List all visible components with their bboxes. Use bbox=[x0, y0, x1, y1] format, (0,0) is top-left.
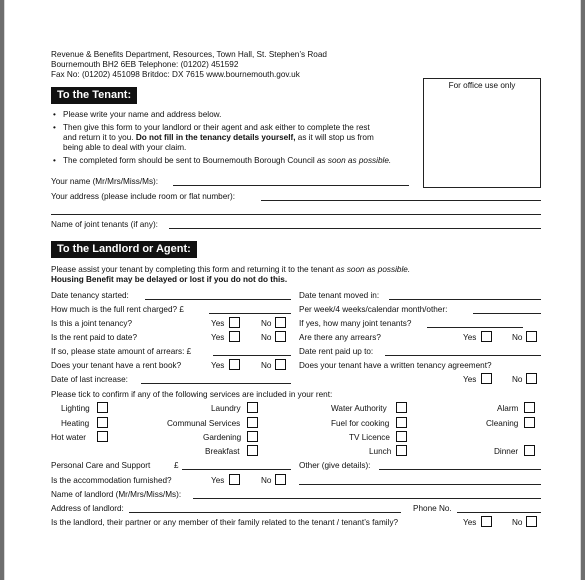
tenant-instruction-1: Please write your name and address below. bbox=[63, 110, 222, 119]
service-fuel-label: Fuel for cooking bbox=[331, 419, 390, 428]
tenant-instruction-2c: being able to deal with your claim. bbox=[63, 143, 187, 152]
office-use-box bbox=[423, 78, 541, 188]
joint-tenancy-yes-checkbox[interactable] bbox=[229, 317, 240, 328]
rent-paid-yes-checkbox[interactable] bbox=[229, 331, 240, 342]
address-line-2: Bournemouth BH2 6EB Telephone: (01202) 451592 bbox=[51, 60, 239, 69]
arrears-amount-field[interactable] bbox=[213, 355, 291, 356]
tenant-address-label: Your address (please include room or flat number): bbox=[51, 192, 236, 201]
intro-text: Please assist your tenant by completing this form and returning it to the tenant bbox=[51, 265, 334, 274]
service-water-label: Water Authority bbox=[331, 404, 387, 413]
service-lighting-label: Lighting bbox=[61, 404, 90, 413]
no-label: No bbox=[261, 333, 272, 342]
how-many-label: If yes, how many joint tenants? bbox=[299, 319, 412, 328]
service-heating-label: Heating bbox=[61, 419, 90, 428]
no-label: No bbox=[512, 518, 523, 527]
no-label: No bbox=[512, 333, 523, 342]
service-dinner-label: Dinner bbox=[494, 447, 519, 456]
joint-tenancy-no-checkbox[interactable] bbox=[275, 317, 286, 328]
address-line-3: Fax No: (01202) 451098 Britdoc: DX 7615 www.bournemouth.gov.uk bbox=[51, 70, 300, 79]
rent-book-label: Does your tenant have a rent book? bbox=[51, 361, 182, 370]
yes-label: Yes bbox=[463, 333, 477, 342]
related-label: Is the landlord, their partner or any member of their family related to the tenant / tenant’s family? bbox=[51, 518, 399, 527]
rent-paid-label: Is the rent paid to date? bbox=[51, 333, 138, 342]
furnished-no-checkbox[interactable] bbox=[275, 474, 286, 485]
tenant-name-field[interactable] bbox=[173, 185, 409, 186]
date-started-label: Date tenancy started: bbox=[51, 291, 129, 300]
instruction-text: and return it to you. bbox=[63, 133, 134, 142]
office-use-label: For office use only bbox=[448, 81, 516, 90]
pound-sign: £ bbox=[174, 461, 179, 470]
per-week-label: Per week/4 weeks/calendar month/other: bbox=[299, 305, 448, 314]
tenant-name-label: Your name (Mr/Mrs/Miss/Ms): bbox=[51, 177, 159, 186]
intro-italic-text: as soon as possible. bbox=[335, 265, 411, 274]
written-agreement-no-checkbox[interactable] bbox=[526, 373, 537, 384]
service-gardening-label: Gardening bbox=[203, 433, 242, 442]
joint-tenancy-label: Is this a joint tenancy? bbox=[51, 319, 133, 328]
service-breakfast-label: Breakfast bbox=[205, 447, 240, 456]
bullet: • bbox=[53, 156, 56, 165]
arrears-label: Are there any arrears? bbox=[299, 333, 381, 342]
service-lighting-checkbox[interactable] bbox=[97, 402, 108, 413]
bullet: • bbox=[53, 123, 56, 132]
service-breakfast-checkbox[interactable] bbox=[247, 445, 258, 456]
service-cleaning-checkbox[interactable] bbox=[524, 417, 535, 428]
arrears-yes-checkbox[interactable] bbox=[481, 331, 492, 342]
address-line-1: Revenue & Benefits Department, Resources, Town Hall, St. Stephen’s Road bbox=[51, 50, 327, 59]
instruction-italic-text: as soon as possible. bbox=[316, 156, 392, 165]
service-alarm-label: Alarm bbox=[497, 404, 519, 413]
rent-book-no-checkbox[interactable] bbox=[275, 359, 286, 370]
service-hotwater-checkbox[interactable] bbox=[97, 431, 108, 442]
per-week-field[interactable] bbox=[473, 313, 541, 314]
services-intro: Please tick to confirm if any of the following services are included in your rent: bbox=[51, 390, 333, 399]
tenant-address-field[interactable] bbox=[261, 200, 541, 201]
yes-label: Yes bbox=[211, 476, 225, 485]
related-no-checkbox[interactable] bbox=[526, 516, 537, 527]
last-increase-field[interactable] bbox=[141, 383, 291, 384]
furnished-label: Is the accommodation furnished? bbox=[51, 476, 172, 485]
rent-paid-no-checkbox[interactable] bbox=[275, 331, 286, 342]
landlord-name-label: Name of landlord (Mr/Mrs/Miss/Ms): bbox=[51, 490, 182, 499]
bullet: • bbox=[53, 110, 56, 119]
written-agreement-label: Does your tenant have a written tenancy agreement? bbox=[299, 361, 492, 370]
joint-tenants-field[interactable] bbox=[169, 228, 541, 229]
tenant-instruction-3 bbox=[63, 156, 391, 166]
yes-label: Yes bbox=[463, 518, 477, 527]
personal-care-field[interactable] bbox=[182, 469, 291, 470]
arrears-no-checkbox[interactable] bbox=[526, 331, 537, 342]
written-agreement-yes-checkbox[interactable] bbox=[481, 373, 492, 384]
full-rent-label: How much is the full rent charged? £ bbox=[51, 305, 184, 314]
paid-up-to-label: Date rent paid up to: bbox=[299, 347, 374, 356]
date-moved-label: Date tenant moved in: bbox=[299, 291, 380, 300]
service-water-checkbox[interactable] bbox=[396, 402, 407, 413]
tenant-header: To the Tenant: bbox=[51, 87, 137, 104]
yes-label: Yes bbox=[211, 361, 225, 370]
landlord-address-label: Address of landlord: bbox=[51, 504, 124, 513]
instruction-text: The completed form should be sent to Bournemouth Borough Council bbox=[63, 156, 315, 165]
form-page bbox=[4, 0, 581, 580]
no-label: No bbox=[261, 476, 272, 485]
service-lunch-label: Lunch bbox=[369, 447, 392, 456]
service-gardening-checkbox[interactable] bbox=[247, 431, 258, 442]
tenant-address-field-2[interactable] bbox=[51, 214, 541, 215]
other-services-label: Other (give details): bbox=[299, 461, 371, 470]
landlord-address-field[interactable] bbox=[129, 512, 401, 513]
service-dinner-checkbox[interactable] bbox=[524, 445, 535, 456]
how-many-field[interactable] bbox=[427, 327, 523, 328]
service-cleaning-label: Cleaning bbox=[486, 419, 519, 428]
landlord-name-field[interactable] bbox=[193, 498, 541, 499]
no-label: No bbox=[261, 319, 272, 328]
tenant-instruction-2b bbox=[63, 133, 374, 143]
related-yes-checkbox[interactable] bbox=[481, 516, 492, 527]
other-services-field[interactable] bbox=[379, 469, 541, 470]
arrears-amount-label: If so, please state amount of arrears: £ bbox=[51, 347, 192, 356]
landlord-header: To the Landlord or Agent: bbox=[51, 241, 197, 258]
last-increase-label: Date of last increase: bbox=[51, 375, 128, 384]
service-tv-checkbox[interactable] bbox=[396, 431, 407, 442]
rent-book-yes-checkbox[interactable] bbox=[229, 359, 240, 370]
personal-care-label: Personal Care and Support bbox=[51, 461, 151, 470]
service-alarm-checkbox[interactable] bbox=[524, 402, 535, 413]
phone-field[interactable] bbox=[457, 512, 541, 513]
service-communal-label: Communal Services bbox=[167, 419, 241, 428]
date-moved-field[interactable] bbox=[389, 299, 541, 300]
paid-up-to-field[interactable] bbox=[385, 355, 541, 356]
yes-label: Yes bbox=[211, 333, 225, 342]
other-services-field-2[interactable] bbox=[299, 484, 541, 485]
date-started-field[interactable] bbox=[145, 299, 291, 300]
instruction-text: as it will stop us from bbox=[297, 133, 374, 142]
service-hotwater-label: Hot water bbox=[51, 433, 87, 442]
instruction-bold-text: Do not fill in the tenancy details yourself, bbox=[135, 133, 296, 142]
full-rent-field[interactable] bbox=[209, 313, 291, 314]
yes-label: Yes bbox=[463, 375, 477, 384]
no-label: No bbox=[512, 375, 523, 384]
joint-tenants-label: Name of joint tenants (if any): bbox=[51, 220, 158, 229]
service-communal-checkbox[interactable] bbox=[247, 417, 258, 428]
service-heating-checkbox[interactable] bbox=[97, 417, 108, 428]
service-tv-label: TV Licence bbox=[349, 433, 390, 442]
yes-label: Yes bbox=[211, 319, 225, 328]
service-lunch-checkbox[interactable] bbox=[396, 445, 407, 456]
tenant-instruction-2a: Then give this form to your landlord or their agent and ask either to complete the rest bbox=[63, 123, 370, 132]
service-laundry-checkbox[interactable] bbox=[247, 402, 258, 413]
no-label: No bbox=[261, 361, 272, 370]
landlord-intro bbox=[51, 265, 410, 275]
phone-label: Phone No. bbox=[413, 504, 452, 513]
service-fuel-checkbox[interactable] bbox=[396, 417, 407, 428]
service-laundry-label: Laundry bbox=[211, 404, 241, 413]
furnished-yes-checkbox[interactable] bbox=[229, 474, 240, 485]
landlord-warning: Housing Benefit may be delayed or lost if you do not do this. bbox=[51, 275, 288, 284]
